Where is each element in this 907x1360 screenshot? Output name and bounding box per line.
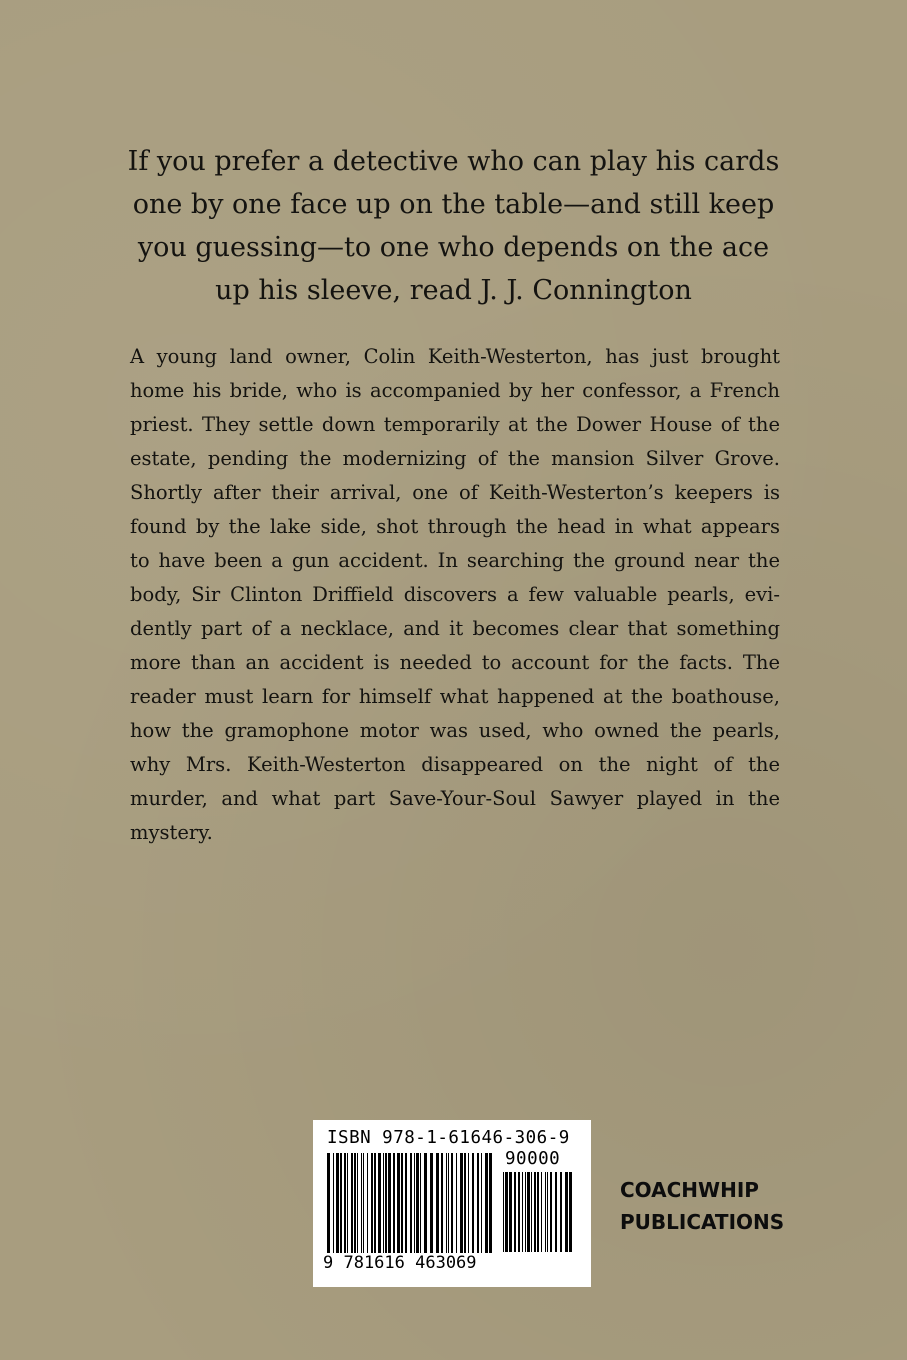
barcode-bar [378,1153,381,1253]
blurb-line: Shortly after their arrival, one of Keith-Westerton’s keepers is [130,481,780,504]
barcode-bar [361,1153,362,1253]
ean-barcode-bars [327,1153,497,1253]
barcode-bar [401,1153,403,1253]
barcode-bar [481,1153,482,1253]
barcode-bar [527,1172,530,1252]
blurb-line: home his bride, who is accompanied by her confessor, a French [130,379,780,402]
barcode-bar [446,1153,447,1253]
tagline-line: one by one face up on the table—and still keep [132,189,775,220]
barcode-bar [464,1153,466,1253]
barcode-bar [385,1153,387,1253]
tagline-quote [110,140,797,312]
barcode-bar [397,1153,400,1253]
barcode-bar [565,1172,568,1252]
barcode-bar [550,1172,552,1252]
book-blurb [130,340,780,850]
barcode-bar [367,1153,368,1253]
barcode-bar [405,1153,407,1253]
publisher-name-line1: COACHWHIP [620,1178,759,1202]
barcode-bar [371,1153,373,1253]
barcode-bar [351,1153,353,1253]
barcode-bar [514,1172,516,1252]
addon-barcode-bars [503,1172,577,1252]
barcode-bar [448,1153,449,1253]
barcode-bar [456,1153,457,1253]
tagline-line: up his sleeve, read J. J. Connington [215,275,692,306]
barcode-bar [333,1153,334,1253]
barcode-bar [451,1153,453,1253]
barcode-bar [547,1172,548,1252]
barcode-bar [393,1153,395,1253]
barcode-bar [441,1153,443,1253]
blurb-line: more than an accident is needed to account for the facts. The [130,651,780,674]
barcode-bar [518,1172,520,1252]
barcode-bar [420,1153,421,1253]
barcode-bar [357,1153,358,1253]
barcode-bar [531,1172,532,1252]
barcode-bar [410,1153,412,1253]
barcode-bar [555,1172,557,1252]
barcode-bar [545,1172,546,1252]
barcode-bar [354,1153,356,1253]
barcode-bar [383,1153,384,1253]
blurb-line: A young land owner, Colin Keith-Westerton, has just brought [130,345,780,368]
barcode-bar [537,1172,539,1252]
barcode-bar [509,1172,512,1252]
barcode-bar [424,1153,427,1253]
barcode-bar [560,1172,562,1252]
barcode-bar [522,1172,523,1252]
tagline-line: you guessing—to one who depends on the ace [137,232,770,263]
price-code: 90000 [505,1149,561,1169]
isbn-label: ISBN 978-1-61646-306-9 [327,1128,570,1148]
barcode-bar [344,1153,346,1253]
barcode-bar [388,1153,391,1253]
blurb-line: body, Sir Clinton Driffield discovers a few valuable pearls, evi- [130,583,780,606]
blurb-line: murder, and what part Save-Your-Soul Sawyer played in the [130,787,780,810]
ean-digits: 9 781616 463069 [323,1253,477,1273]
blurb-line: found by the lake side, shot through the head in what appears [130,515,780,538]
blurb-line: estate, pending the modernizing of the mansion Silver Grove. [130,447,780,470]
barcode-bar [505,1172,508,1252]
barcode-bar [430,1153,433,1253]
barcode-bar [489,1153,492,1253]
barcode-bar [436,1153,439,1253]
barcode-bar [468,1153,469,1253]
barcode-bar [477,1153,479,1253]
blurb-line: mystery. [130,821,213,844]
isbn-barcode [313,1120,591,1287]
barcode-bar [416,1153,419,1253]
blurb-line: dently part of a necklace, and it becomes clear that something [130,617,780,640]
barcode-bar [472,1153,474,1253]
barcode-bar [569,1172,572,1252]
barcode-bar [541,1172,542,1252]
barcode-bar [336,1153,339,1253]
barcode-bar [340,1153,342,1253]
barcode-bar [460,1153,463,1253]
blurb-line: priest. They settle down temporarily at the Dower House of the [130,413,780,436]
blurb-line: reader must learn for himself what happened at the boathouse, [130,685,780,708]
barcode-bar [525,1172,526,1252]
publisher-logo [620,1174,784,1238]
publisher-name-line2: PUBLICATIONS [620,1210,785,1234]
barcode-bar [363,1153,364,1253]
barcode-bar [374,1153,376,1253]
blurb-line: why Mrs. Keith-Westerton disappeared on the night of the [130,753,780,776]
barcode-bar [347,1153,348,1253]
blurb-line: to have been a gun accident. In searching the ground near the [130,549,780,572]
barcode-bar [485,1153,488,1253]
barcode-bar [534,1172,536,1252]
barcode-bar [503,1172,504,1252]
barcode-bar [327,1153,330,1253]
tagline-line: If you prefer a detective who can play his cards [127,146,780,177]
barcode-bar [414,1153,415,1253]
blurb-line: how the gramophone motor was used, who owned the pearls, [130,719,780,742]
